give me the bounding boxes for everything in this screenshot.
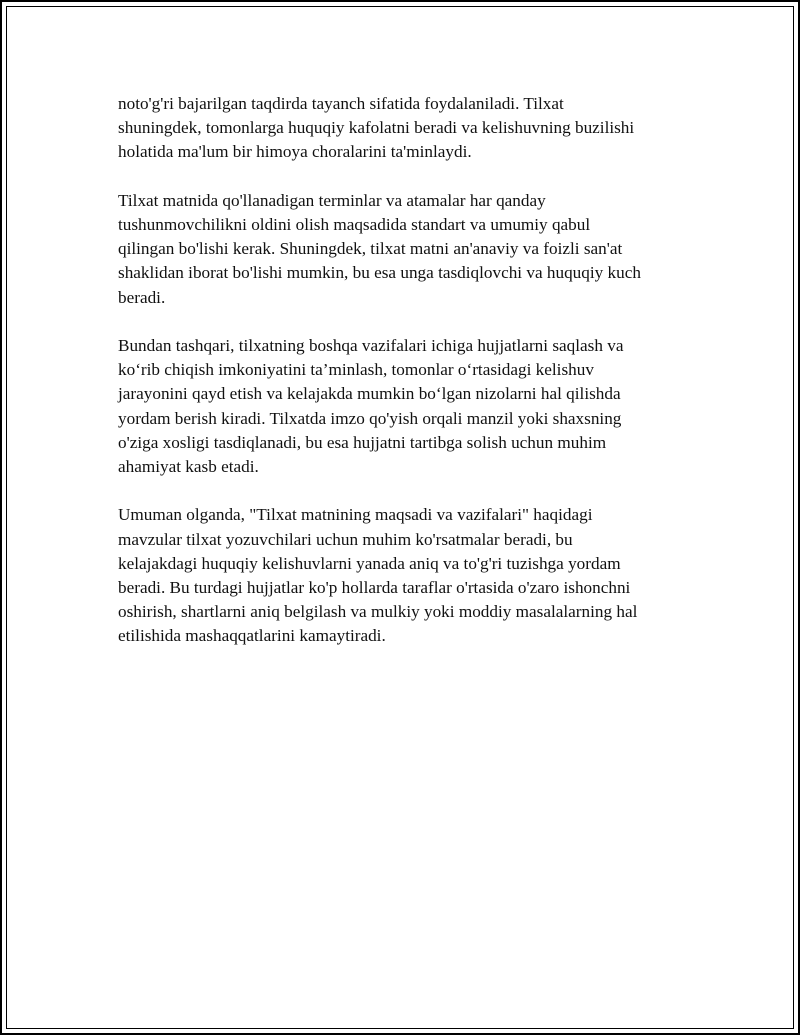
text-line: etilishida mashaqqatlarini kamaytiradi.: [118, 626, 386, 646]
text-line: Bundan tashqari, tilxatning boshqa vazifalari ichiga hujjatlarni saqlash va: [118, 336, 624, 355]
text-line: jarayonini qayd etish va kelajakda mumkin bo‘lgan nizolarni hal qilishda: [118, 384, 621, 404]
paragraph-4: [118, 503, 700, 648]
text-line: o'ziga xosligi tasdiqlanadi, bu esa hujjatni tartibga solish uchun muhim: [118, 432, 607, 452]
text-line: qilingan bo'lishi kerak. Shuningdek, tilxat matni an'anaviy va foizli san'at: [118, 239, 623, 259]
text-line: kelajakdagi huquqiy kelishuvlarni yanada aniq va to'g'ri tuzishga yordam: [118, 553, 621, 573]
text-line: tushunmovchilikni oldini olish maqsadida standart va umumiy qabul: [118, 215, 591, 234]
text-line: shaklidan iborat bo'lishi mumkin, bu esa unga tasdiqlovchi va huquqiy kuch: [118, 263, 641, 283]
paragraph-3: [118, 334, 700, 479]
text-line: shuningdek, tomonlarga huquqiy kafolatni beradi va kelishuvning buzilishi: [118, 118, 635, 138]
text-line: yordam berish kiradi. Tilxatda imzo qo'yish orqali manzil yoki shaxsning: [118, 408, 622, 428]
text-line: ahamiyat kasb etadi.: [118, 457, 259, 477]
paragraph-2: [118, 189, 700, 310]
text-line: oshirish, shartlarni aniq belgilash va mulkiy yoki moddiy masalalarning hal: [118, 602, 638, 622]
text-line: beradi. Bu turdagi hujjatlar ko'p hollarda taraflar o'rtasida o'zaro ishonchni: [118, 578, 631, 598]
text-line: holatida ma'lum bir himoya choralarini ta'minlaydi.: [118, 142, 472, 162]
text-line: beradi.: [118, 287, 166, 307]
text-line: mavzular tilxat yozuvchilari uchun muhim ko'rsatmalar beradi, bu: [118, 529, 573, 549]
text-line: Umuman olganda, "Tilxat matnining maqsadi va vazifalari" haqidagi: [118, 505, 593, 525]
text-line: Tilxat matnida qo'llanadigan terminlar va atamalar har qanday: [118, 190, 546, 210]
text-line: noto'g'ri bajarilgan taqdirda tayanch sifatida foydalaniladi. Tilxat: [118, 94, 564, 113]
text-line: ko‘rib chiqish imkoniyatini ta’minlash, tomonlar o‘rtasidagi kelishuv: [118, 360, 594, 380]
document-body: [118, 92, 700, 673]
paragraph-1: [118, 92, 700, 165]
